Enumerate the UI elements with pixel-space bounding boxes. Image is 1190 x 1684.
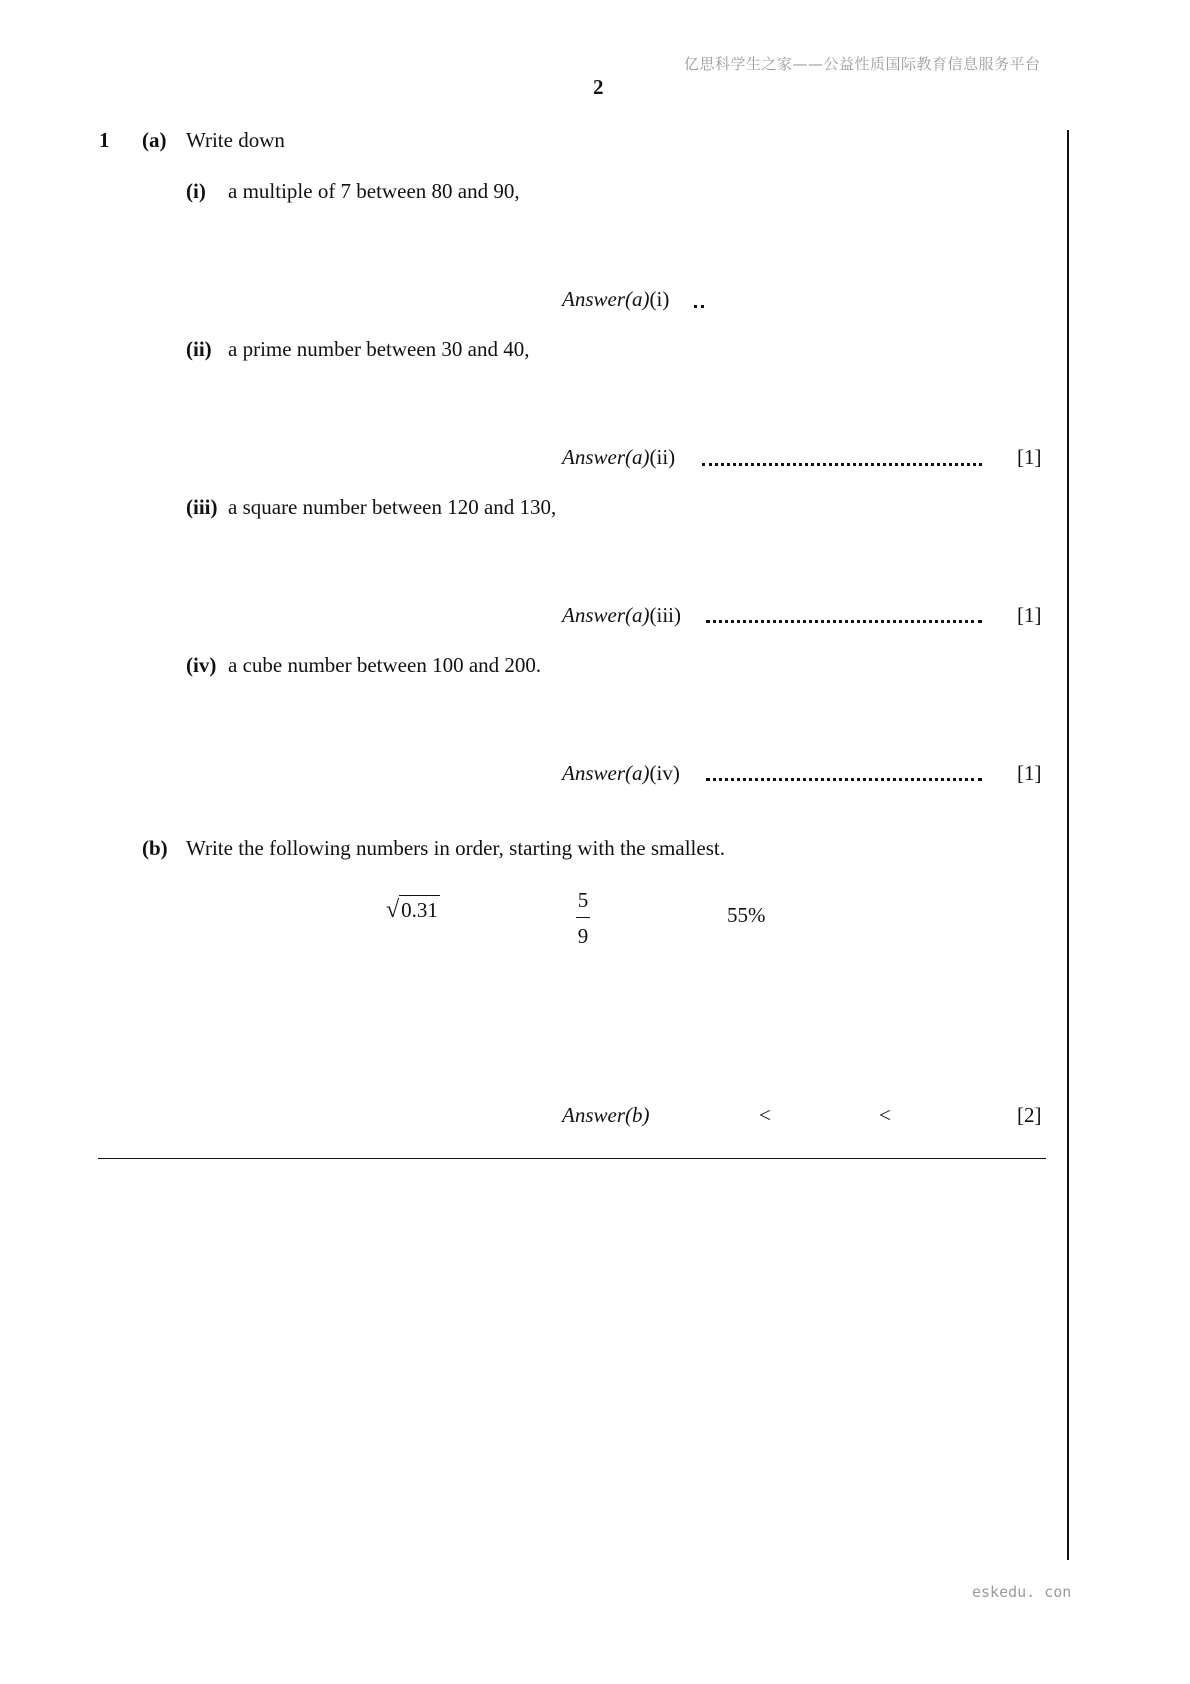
item-iii-text: a square number between 120 and 130, (228, 495, 557, 519)
number-percent: 55% (727, 903, 766, 927)
radical-sign: √ (386, 897, 400, 923)
answer-a-i-label: Answer(a)(i) (562, 287, 670, 311)
question-number: 1 (99, 128, 110, 152)
fraction-bar (576, 917, 590, 918)
sqrt-radicand: 0.31 (399, 895, 440, 922)
answer-a-ii-label: Answer(a)(ii) (562, 445, 676, 469)
less-than-2: < (879, 1103, 891, 1127)
fraction-denominator: 9 (577, 924, 589, 948)
number-fraction (568, 890, 598, 947)
item-ii-label: (ii) (186, 337, 212, 361)
margin-line (1067, 130, 1069, 1560)
fraction-numerator: 5 (577, 888, 589, 912)
marks-a-ii: [1] (1017, 445, 1042, 469)
item-iv-label: (iv) (186, 653, 217, 677)
number-sqrt (386, 898, 440, 922)
answer-a-iii-input[interactable] (706, 620, 982, 623)
item-iv-text: a cube number between 100 and 200. (228, 653, 542, 677)
part-b-label: (b) (142, 836, 168, 860)
item-i-text: a multiple of 7 between 80 and 90, (228, 179, 520, 203)
answer-a-iv-input[interactable] (706, 778, 982, 781)
part-a-label: (a) (142, 128, 167, 152)
answer-a-iv-label: Answer(a)(iv) (562, 761, 680, 785)
answer-a-i-input[interactable] (694, 305, 704, 308)
less-than-1: < (759, 1103, 771, 1127)
question-end-rule (98, 1158, 1046, 1159)
answer-a-iii-label: Answer(a)(iii) (562, 603, 681, 627)
marks-a-iii: [1] (1017, 603, 1042, 627)
item-iii-label: (iii) (186, 495, 218, 519)
marks-b: [2] (1017, 1103, 1042, 1127)
item-i-label: (i) (186, 179, 206, 203)
header-watermark: 亿思科学生之家——公益性质国际教育信息服务平台 (684, 55, 1041, 73)
part-b-prompt: Write the following numbers in order, starting with the smallest. (186, 836, 725, 860)
answer-b-label: Answer(b) (562, 1103, 650, 1127)
marks-a-iv: [1] (1017, 761, 1042, 785)
part-a-prompt: Write down (186, 128, 285, 152)
answer-a-ii-input[interactable] (702, 463, 982, 466)
item-ii-text: a prime number between 30 and 40, (228, 337, 530, 361)
footer-watermark: eskedu. con (972, 1583, 1072, 1601)
page-number: 2 (593, 75, 604, 99)
